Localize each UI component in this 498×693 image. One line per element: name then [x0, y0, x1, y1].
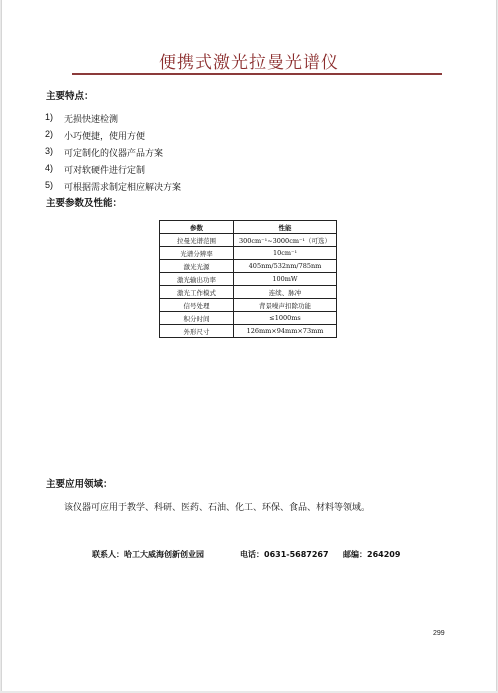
- param-name: 激光工作模式: [160, 286, 234, 299]
- param-value: 300cm⁻¹~3000cm⁻¹（可选）: [234, 234, 337, 247]
- table-row: [160, 325, 337, 338]
- list-item-number: 3): [45, 146, 54, 156]
- param-value: 背景噪声扣除功能: [234, 299, 337, 312]
- list-item: [45, 163, 181, 180]
- params-table: [159, 220, 337, 338]
- list-item-number: 2): [45, 129, 54, 139]
- features-heading: 主要特点：: [46, 91, 94, 102]
- list-item: [45, 112, 181, 129]
- param-value: 100mW: [234, 273, 337, 286]
- list-item-text: 无损快速检测: [64, 115, 119, 125]
- param-name: 拉曼光谱范围: [160, 234, 234, 247]
- contact-postcode: 邮编：264209: [343, 550, 401, 559]
- page-number: 299: [433, 630, 445, 637]
- param-name: 光谱分辨率: [160, 247, 234, 260]
- param-value: ≤1000ms: [234, 312, 337, 325]
- list-item-text: 可根据需求制定相应解决方案: [64, 183, 182, 193]
- list-item-text: 可定制化的仪器产品方案: [64, 149, 164, 159]
- table-row: [160, 260, 337, 273]
- table-row: [160, 273, 337, 286]
- contact-phone: 电话：0631-5687267: [240, 550, 329, 559]
- features-list: [45, 112, 181, 197]
- list-item-number: 4): [45, 163, 54, 173]
- params-heading: 主要参数及性能：: [46, 198, 123, 209]
- title-underline: [72, 73, 442, 75]
- param-value: 405nm/532nm/785nm: [234, 260, 337, 273]
- param-name: 激光光源: [160, 260, 234, 273]
- param-name: 信号处理: [160, 299, 234, 312]
- document-page: [1, 0, 497, 691]
- table-row: [160, 286, 337, 299]
- list-item-text: 可对软硬件进行定制: [64, 166, 146, 176]
- table-row: [160, 247, 337, 260]
- table-row: [160, 299, 337, 312]
- contact-person: 联系人：哈工大威海创新创业园: [92, 550, 204, 559]
- param-name: 激光输出功率: [160, 273, 234, 286]
- param-value: 10cm⁻¹: [234, 247, 337, 260]
- param-value: 连续、脉冲: [234, 286, 337, 299]
- page-title: 便携式激光拉曼光谱仪: [159, 53, 339, 73]
- table-header-row: [160, 221, 337, 234]
- usage-text: 该仪器可应用于教学、科研、医药、石油、化工、环保、食品、材料等领域。: [64, 503, 371, 513]
- param-name: 积分时间: [160, 312, 234, 325]
- param-value: 126mm×94mm×73mm: [234, 325, 337, 338]
- list-item: [45, 129, 181, 146]
- column-header-performance: 性能: [234, 221, 337, 234]
- column-header-param: 参数: [160, 221, 234, 234]
- list-item: [45, 146, 181, 163]
- param-name: 外形尺寸: [160, 325, 234, 338]
- table-row: [160, 312, 337, 325]
- list-item-number: 5): [45, 180, 54, 190]
- list-item-number: 1): [45, 112, 54, 122]
- list-item-text: 小巧便捷，使用方便: [64, 132, 146, 142]
- usage-heading: 主要应用领域：: [46, 479, 113, 490]
- table-row: [160, 234, 337, 247]
